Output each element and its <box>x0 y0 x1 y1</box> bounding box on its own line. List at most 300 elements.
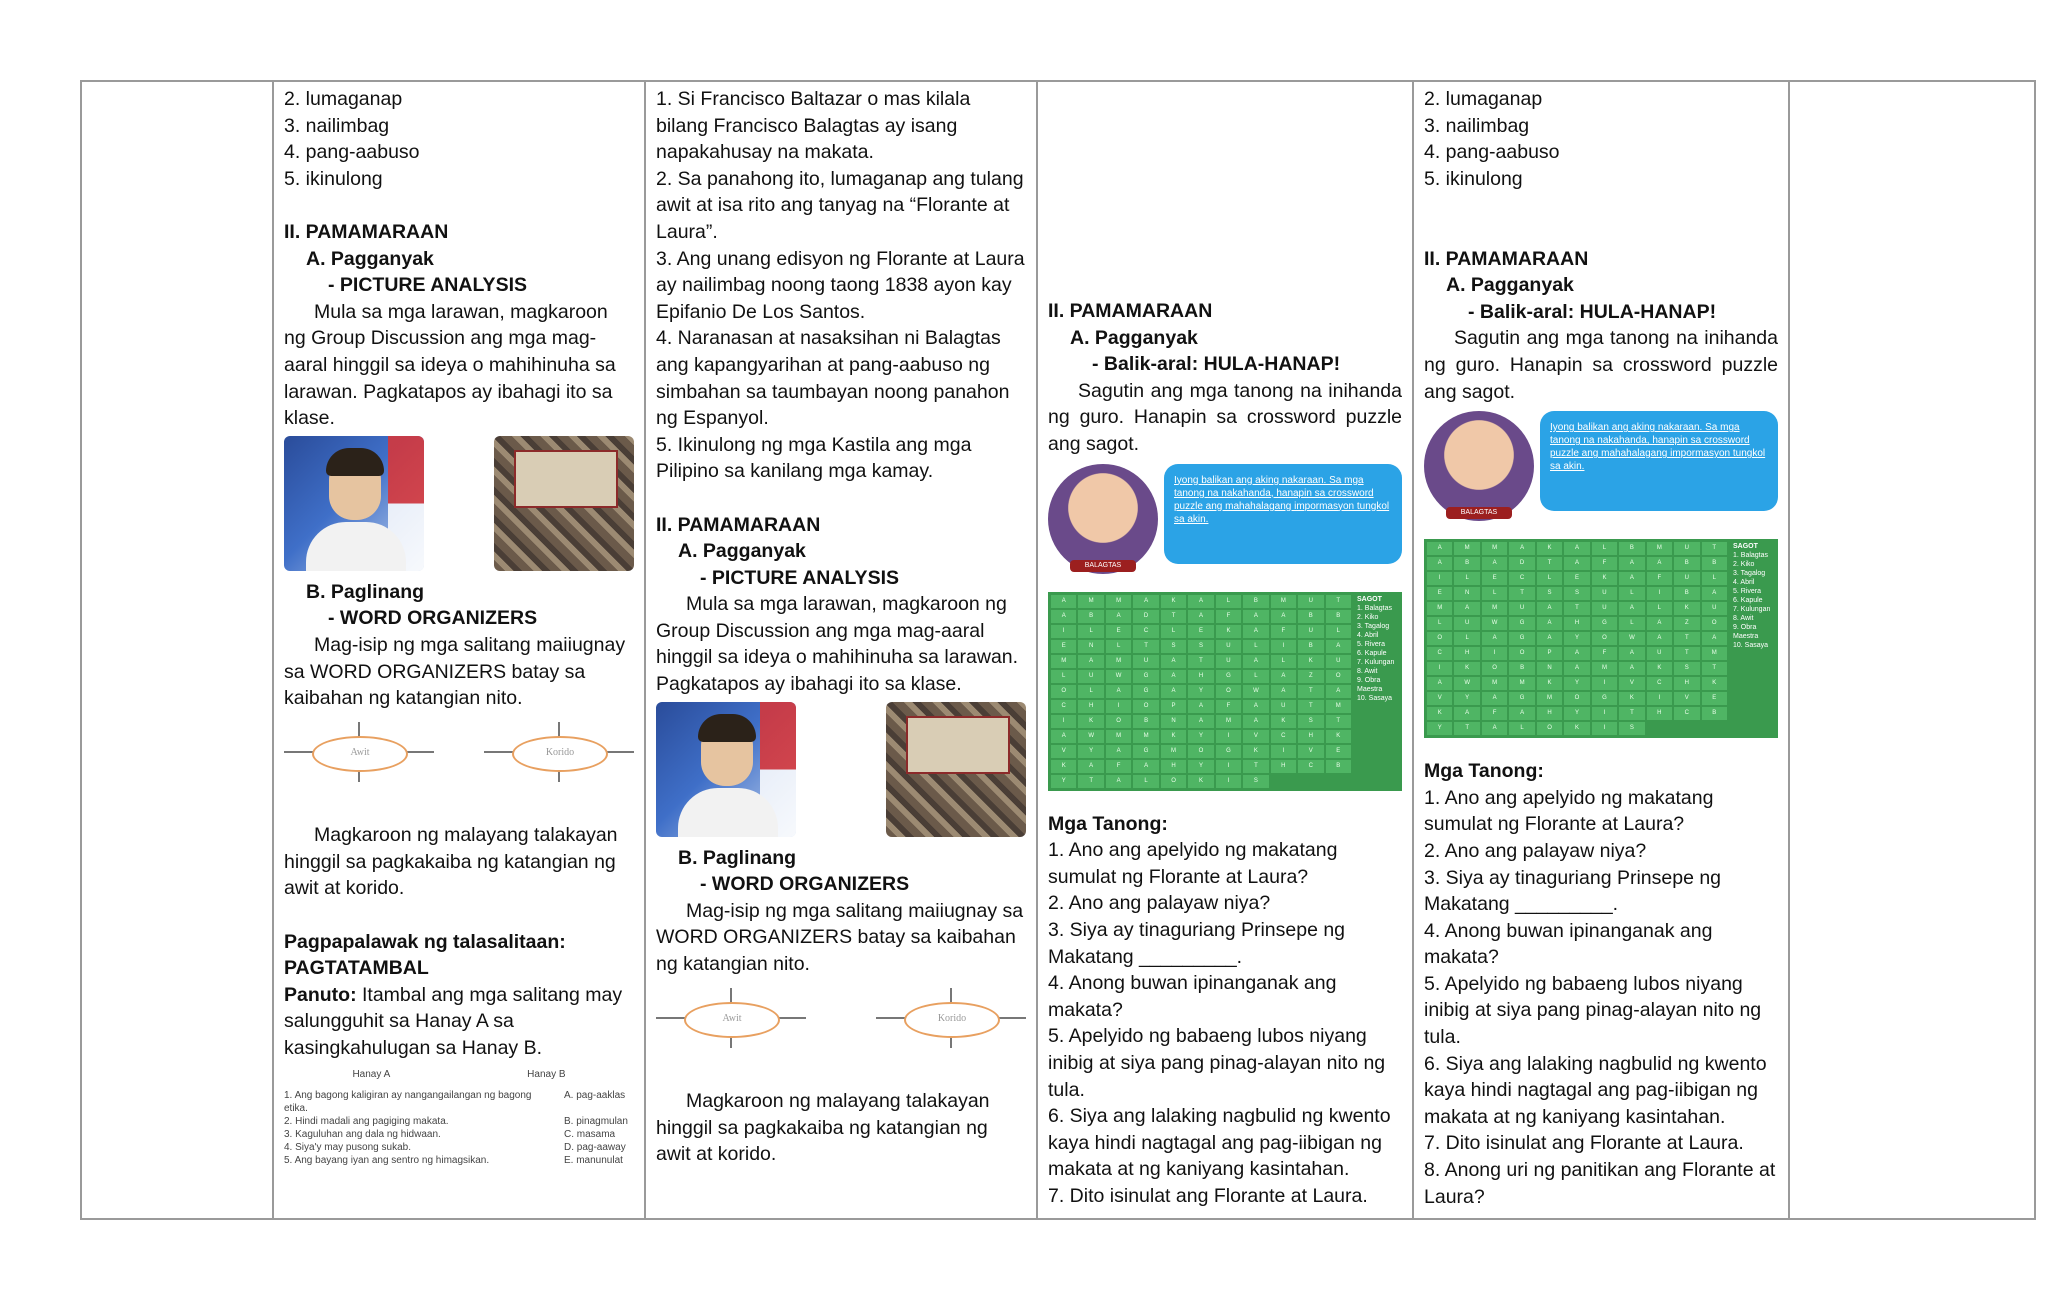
answer-line: 3. nailimbag <box>284 114 390 137</box>
crossword-cell: F <box>1647 572 1672 585</box>
crossword-cell: I <box>1271 745 1296 758</box>
korido-organizer: Korido <box>876 988 1026 1048</box>
answer-key-item: 5. Rivera <box>1357 640 1386 648</box>
crossword-cell: B <box>1133 715 1158 728</box>
crossword-cell: A <box>1619 647 1644 660</box>
crossword-cell: A <box>1188 715 1213 728</box>
crossword-cell: L <box>1427 617 1452 630</box>
crossword-cell: W <box>1243 685 1268 698</box>
crossword-cell: F <box>1216 700 1241 713</box>
crossword-cell: A <box>1271 610 1296 623</box>
crossword-cell: V <box>1298 745 1323 758</box>
crossword-cell: I <box>1427 662 1452 675</box>
crossword-cell: E <box>1482 572 1507 585</box>
crossword-cell: M <box>1161 745 1186 758</box>
crossword-cell: A <box>1509 542 1534 555</box>
crossword-cell: F <box>1592 557 1617 570</box>
crossword-cell: A <box>1051 730 1076 743</box>
crossword-cell: A <box>1702 632 1727 645</box>
crossword-cell: U <box>1592 602 1617 615</box>
answer-key-item: 2. Kiko <box>1357 613 1379 621</box>
crossword-cell: U <box>1216 640 1241 653</box>
question-item: 1. Ano ang apelyido ng makatang sumulat ng Florante at Laura? <box>1424 786 1714 836</box>
crossword-cell: B <box>1702 557 1727 570</box>
matching-row: 5. Ang bayang iyan ang sentro ng himagsikan. E. manunulat <box>284 1154 623 1166</box>
crossword-cell: L <box>1051 670 1076 683</box>
answer-key-item: 3. Tagalog <box>1357 622 1390 630</box>
crossword-cell: P <box>1537 647 1562 660</box>
crossword-cell: O <box>1216 685 1241 698</box>
question-item: 4. Anong buwan ipinanganak ang makata? <box>1424 919 1713 969</box>
crossword-cell: I <box>1106 700 1131 713</box>
crossword-cell: T <box>1537 557 1562 570</box>
crossword-cell: A <box>1188 700 1213 713</box>
crossword-cell: I <box>1592 707 1617 720</box>
crossword-cell: S <box>1674 662 1699 675</box>
crossword-cell: A <box>1051 595 1076 608</box>
crossword-cell: O <box>1509 647 1534 660</box>
crossword-cell: K <box>1702 677 1727 690</box>
column-empty-left <box>82 82 274 1218</box>
crossword-cell: V <box>1619 677 1644 690</box>
crossword-cell: K <box>1271 715 1296 728</box>
crossword-cell: A <box>1243 700 1268 713</box>
answer-line: 4. pang-aabuso <box>1424 141 1560 164</box>
answer-key-item: 9. Obra Maestra <box>1357 676 1383 693</box>
answer-key-item: 8. Awit <box>1357 667 1378 675</box>
crossword-cell: E <box>1326 745 1351 758</box>
crossword-cell: T <box>1243 760 1268 773</box>
activity-title: - Balik-aral: HULA-HANAP! <box>1092 353 1341 376</box>
crossword-cell: L <box>1454 572 1479 585</box>
fact-item: 2. Sa panahong ito, lumaganap ang tulang awit at isa rito ang tanyag na “Florante at Laura”. <box>656 167 1024 243</box>
crossword-cell: Y <box>1564 707 1589 720</box>
crossword-cell: A <box>1427 677 1452 690</box>
crossword-cell: O <box>1133 700 1158 713</box>
crossword-cell: A <box>1564 662 1589 675</box>
crossword-cell: A <box>1106 775 1131 788</box>
crossword-cell: S <box>1537 587 1562 600</box>
answer-key-item: 8. Awit <box>1733 615 1754 623</box>
instruction-paragraph: Mula sa mga larawan, magkaroon ng Group Discussion ang mga mag-aaral hinggil sa ideya o mahihinuha sa larawan. Pagkatapos ay ibahagi ito sa klase. <box>284 300 616 430</box>
crossword-cell: M <box>1326 700 1351 713</box>
crossword-cell: F <box>1482 707 1507 720</box>
crossword-cell: V <box>1674 692 1699 705</box>
crossword-cell: M <box>1592 662 1617 675</box>
crossword-cell: I <box>1216 730 1241 743</box>
answer-key-item: 10. Sasaya <box>1357 694 1393 702</box>
crossword-cell: U <box>1702 602 1727 615</box>
crossword-cell: W <box>1619 632 1644 645</box>
crossword-cell: A <box>1106 685 1131 698</box>
crossword-cell: K <box>1454 662 1479 675</box>
crossword-cell: I <box>1216 760 1241 773</box>
crossword-cell: K <box>1161 730 1186 743</box>
answer-line: 5. ikinulong <box>1424 167 1523 190</box>
crossword-cell: I <box>1051 625 1076 638</box>
crossword-cell: A <box>1188 610 1213 623</box>
crossword-cell: O <box>1326 670 1351 683</box>
crossword-cell: N <box>1537 662 1562 675</box>
crossword-cell: K <box>1188 775 1213 788</box>
crossword-cell: P <box>1161 700 1186 713</box>
crossword-cell: B <box>1243 595 1268 608</box>
crossword-cell: O <box>1188 745 1213 758</box>
crossword-cell: M <box>1482 602 1507 615</box>
crossword-cell: L <box>1702 572 1727 585</box>
crossword-cell: B <box>1298 610 1323 623</box>
crossword-cell: O <box>1537 722 1562 735</box>
question-item: 5. Apelyido ng babaeng lubos niyang inibig at siya pang pinag-alayan nito ng tula. <box>1424 972 1762 1049</box>
activity-title: - WORD ORGANIZERS <box>328 607 538 630</box>
answer-line: 4. pang-aabuso <box>284 141 420 164</box>
crossword-cell: I <box>1051 715 1076 728</box>
crossword-cell: C <box>1271 730 1296 743</box>
crossword-cell: S <box>1564 587 1589 600</box>
crossword-cell: H <box>1647 707 1672 720</box>
crossword-cell: A <box>1619 572 1644 585</box>
crossword-cell: A <box>1133 595 1158 608</box>
column-2 <box>274 82 646 1218</box>
crossword-cell: L <box>1078 685 1103 698</box>
crossword-cell: L <box>1216 595 1241 608</box>
crossword-cell: B <box>1326 760 1351 773</box>
crossword-cell: L <box>1326 625 1351 638</box>
crossword-cell: A <box>1326 685 1351 698</box>
crossword-cell: U <box>1216 655 1241 668</box>
crossword-cell: B <box>1674 557 1699 570</box>
question-item: 6. Siya ang lalaking nagbulid ng kwento kaya hindi nagtagal ang pag-iibigan ng makata at ng kaniyang kasintahan. <box>1424 1052 1767 1128</box>
crossword-cell: O <box>1051 685 1076 698</box>
activity-title: - Balik-aral: HULA-HANAP! <box>1468 300 1717 323</box>
crossword-cell: A <box>1619 557 1644 570</box>
instruction-paragraph: Sagutin ang mga tanong na inihanda ng guro. Hanapin sa crossword puzzle ang sagot. <box>1424 327 1778 403</box>
subsection-heading: A. Pagganyak <box>678 540 806 563</box>
balagtas-cartoon-image: BALAGTAS <box>1424 411 1534 521</box>
crossword-cell: A <box>1647 617 1672 630</box>
crossword-cell: T <box>1326 595 1351 608</box>
crossword-cell: Y <box>1427 722 1452 735</box>
crossword-cell: W <box>1078 730 1103 743</box>
crossword-cell: G <box>1133 670 1158 683</box>
crossword-cell: H <box>1271 760 1296 773</box>
fact-item: 3. Ang unang edisyon ng Florante at Laura ay nailimbag noong taong 1838 ayon kay Epifanio De Los Santos. <box>656 247 1025 323</box>
crossword-cell: U <box>1647 647 1672 660</box>
crossword-cell: C <box>1427 647 1452 660</box>
crossword-cell: K <box>1647 662 1672 675</box>
crossword-cell: B <box>1702 707 1727 720</box>
subsection-heading: B. Paglinang <box>678 846 797 869</box>
crossword-cell: G <box>1592 692 1617 705</box>
question-item: 1. Ano ang apelyido ng makatang sumulat ng Florante at Laura? <box>1048 839 1338 888</box>
discussion-paragraph: Magkaroon ng malayang talakayan hinggil sa pagkakaiba ng katangian ng awit at korido. <box>284 824 618 900</box>
crossword-cell: A <box>1509 707 1534 720</box>
crossword-cell: N <box>1078 640 1103 653</box>
crossword-cell: G <box>1216 670 1241 683</box>
fact-item: 1. Si Francisco Baltazar o mas kilala bilang Francisco Balagtas ay isang napakahusay na makata. <box>656 88 971 164</box>
protest-collage-image <box>494 436 634 571</box>
questions-heading: Mga Tanong: <box>1048 812 1168 835</box>
crossword-cell: A <box>1106 610 1131 623</box>
crossword-cell: L <box>1619 617 1644 630</box>
activity-title: - WORD ORGANIZERS <box>700 873 910 896</box>
column-empty-right <box>1790 82 2038 1218</box>
crossword-cell: A <box>1647 632 1672 645</box>
crossword-cell: A <box>1482 557 1507 570</box>
crossword-cell: A <box>1243 625 1268 638</box>
questions-heading: Mga Tanong: <box>1424 760 1544 783</box>
crossword-cell: A <box>1078 655 1103 668</box>
crossword-cell: C <box>1647 677 1672 690</box>
crossword-cell: L <box>1243 670 1268 683</box>
crossword-cell: D <box>1509 557 1534 570</box>
crossword-cell: A <box>1619 662 1644 675</box>
crossword-cell: M <box>1106 655 1131 668</box>
crossword-cell: T <box>1298 700 1323 713</box>
awit-organizer: Awit <box>284 722 434 782</box>
crossword-cell: B <box>1619 542 1644 555</box>
crossword-cell: M <box>1509 677 1534 690</box>
crossword-cell: K <box>1216 625 1241 638</box>
crossword-cell: A <box>1271 685 1296 698</box>
crossword-cell: F <box>1216 610 1241 623</box>
crossword-cell: I <box>1592 677 1617 690</box>
crossword-cell: H <box>1674 677 1699 690</box>
crossword-cell: L <box>1106 640 1131 653</box>
crossword-cell: L <box>1509 722 1534 735</box>
section-heading: II. PAMAMARAAN <box>284 220 449 243</box>
crossword-cell: L <box>1243 640 1268 653</box>
answer-key-item: 9. Obra Maestra <box>1733 624 1759 641</box>
awit-organizer: Awit <box>656 988 806 1048</box>
crossword-cell: F <box>1271 625 1296 638</box>
crossword-cell: A <box>1482 692 1507 705</box>
crossword-cell: T <box>1298 685 1323 698</box>
crossword-cell: K <box>1537 677 1562 690</box>
crossword-cell: U <box>1592 587 1617 600</box>
crossword-cell: K <box>1592 572 1617 585</box>
crossword-cell: G <box>1592 617 1617 630</box>
crossword-cell: A <box>1564 542 1589 555</box>
crossword-grid <box>1424 539 1730 738</box>
answer-line: 5. ikinulong <box>284 167 383 190</box>
crossword-cell: M <box>1482 542 1507 555</box>
crossword-cell: T <box>1133 640 1158 653</box>
crossword-cell: Y <box>1454 692 1479 705</box>
section-heading: II. PAMAMARAAN <box>656 513 821 536</box>
crossword-cell: N <box>1161 715 1186 728</box>
crossword-cell: A <box>1243 715 1268 728</box>
balagtas-portrait-image <box>656 702 796 837</box>
crossword-activity-image <box>1424 411 1778 738</box>
subsection-heading: A. Pagganyak <box>1070 326 1198 349</box>
crossword-cell: A <box>1243 610 1268 623</box>
crossword-cell: M <box>1216 715 1241 728</box>
crossword-cell: G <box>1216 745 1241 758</box>
balagtas-portrait-image <box>284 436 424 571</box>
crossword-cell: A <box>1647 557 1672 570</box>
crossword-cell: V <box>1427 692 1452 705</box>
picture-pair <box>656 702 1026 837</box>
question-item: 4. Anong buwan ipinanganak ang makata? <box>1048 972 1337 1021</box>
crossword-cell: K <box>1243 745 1268 758</box>
crossword-cell: L <box>1454 632 1479 645</box>
crossword-cell: K <box>1564 722 1589 735</box>
crossword-cell: Y <box>1188 730 1213 743</box>
crossword-cell: L <box>1592 542 1617 555</box>
crossword-cell: T <box>1702 542 1727 555</box>
crossword-activity-image <box>1048 464 1402 791</box>
matching-row: 2. Hindi madali ang pagiging makata. B. pinagmulan <box>284 1115 628 1127</box>
crossword-cell: M <box>1106 730 1131 743</box>
answer-key: SAGOT 1. Balagtas 2. Kiko 3. Tagalog 4. Abril 5. Rivera 6. Kapule 7. Kulungan 8. Awit 9. Obra Maestra 10. Sasaya <box>1354 592 1402 791</box>
crossword-cell: A <box>1482 632 1507 645</box>
crossword-cell: A <box>1564 557 1589 570</box>
crossword-cell: E <box>1188 625 1213 638</box>
crossword-cell: A <box>1161 685 1186 698</box>
activity-title: - PICTURE ANALYSIS <box>328 274 527 297</box>
subsection-heading: B. Paglinang <box>306 580 425 603</box>
crossword-cell: B <box>1078 610 1103 623</box>
crossword-cell: S <box>1619 722 1644 735</box>
crossword-cell: A <box>1133 760 1158 773</box>
answer-key-item: 2. Kiko <box>1733 561 1755 569</box>
vocab-subheading: PAGTATAMBAL <box>284 957 429 980</box>
crossword-cell: M <box>1133 730 1158 743</box>
crossword-cell: N <box>1454 587 1479 600</box>
crossword-cell: G <box>1509 632 1534 645</box>
question-item: 8. Anong uri ng panitikan ang Florante at Laura? <box>1424 1159 1776 1208</box>
instruction-paragraph: Mag-isip ng mga salitang maiiugnay sa WORD ORGANIZERS batay sa kaibahan ng katangian nito. <box>284 633 626 710</box>
crossword-cell: A <box>1537 632 1562 645</box>
crossword-cell: S <box>1188 640 1213 653</box>
answer-key-item: 6. Kapule <box>1733 597 1763 605</box>
answer-key-item: 4. Abril <box>1357 631 1379 639</box>
crossword-cell: Y <box>1188 685 1213 698</box>
crossword-cell: O <box>1427 632 1452 645</box>
crossword-cell: M <box>1537 692 1562 705</box>
crossword-cell: O <box>1482 662 1507 675</box>
answer-key-item: 4. Abril <box>1733 579 1755 587</box>
crossword-cell: B <box>1509 662 1534 675</box>
crossword-cell: V <box>1243 730 1268 743</box>
crossword-cell: L <box>1133 775 1158 788</box>
crossword-cell: T <box>1078 775 1103 788</box>
crossword-cell: S <box>1161 640 1186 653</box>
crossword-cell: Y <box>1078 745 1103 758</box>
speech-bubble: Iyong balikan ang aking nakaraan. Sa mga tanong na nakahanda, hanapin sa crossword puzzle ang mahahalagang impormasyon tungkol sa akin. <box>1540 411 1778 511</box>
answer-key-item: 3. Tagalog <box>1733 570 1766 578</box>
crossword-cell: M <box>1427 602 1452 615</box>
picture-pair <box>284 436 634 571</box>
crossword-cell: L <box>1647 602 1672 615</box>
crossword-cell: S <box>1298 715 1323 728</box>
crossword-cell: I <box>1427 572 1452 585</box>
crossword-cell: U <box>1674 572 1699 585</box>
crossword-cell: O <box>1106 715 1131 728</box>
crossword-cell: A <box>1619 602 1644 615</box>
lesson-plan-table <box>80 80 2036 1220</box>
crossword-cell: H <box>1537 707 1562 720</box>
subsection-heading: A. Pagganyak <box>306 247 434 270</box>
crossword-cell: M <box>1078 595 1103 608</box>
crossword-cell: C <box>1051 700 1076 713</box>
crossword-cell: T <box>1619 707 1644 720</box>
korido-organizer: Korido <box>484 722 634 782</box>
crossword-cell: U <box>1298 625 1323 638</box>
crossword-cell: F <box>1106 760 1131 773</box>
answer-line: 2. lumaganap <box>284 88 403 110</box>
column-5 <box>1414 82 1790 1218</box>
crossword-cell: U <box>1271 700 1296 713</box>
matching-row: 3. Kaguluhan ang dala ng hidwaan. C. masama <box>284 1128 616 1140</box>
crossword-cell: K <box>1078 715 1103 728</box>
crossword-cell: T <box>1702 662 1727 675</box>
crossword-cell: E <box>1051 640 1076 653</box>
crossword-cell: O <box>1564 692 1589 705</box>
crossword-cell: M <box>1702 647 1727 660</box>
question-item: 2. Ano ang palayaw niya? <box>1048 892 1271 915</box>
crossword-cell: H <box>1078 700 1103 713</box>
crossword-cell: H <box>1454 647 1479 660</box>
crossword-cell: B <box>1326 610 1351 623</box>
question-item: 7. Dito isinulat ang Florante at Laura. <box>1424 1132 1744 1155</box>
crossword-cell: L <box>1078 625 1103 638</box>
crossword-cell: H <box>1298 730 1323 743</box>
answer-key-item: 1. Balagtas <box>1357 604 1393 612</box>
crossword-cell: K <box>1298 655 1323 668</box>
crossword-cell: A <box>1161 655 1186 668</box>
crossword-cell: M <box>1647 542 1672 555</box>
crossword-cell: B <box>1298 640 1323 653</box>
crossword-cell: A <box>1106 745 1131 758</box>
crossword-cell: V <box>1051 745 1076 758</box>
crossword-cell: A <box>1427 557 1452 570</box>
crossword-cell: L <box>1161 625 1186 638</box>
matching-row: 1. Ang bagong kaligiran ay nangangailangan ng bagong etika. A. pag-aaklas <box>284 1089 626 1114</box>
crossword-cell: W <box>1454 677 1479 690</box>
crossword-cell: E <box>1427 587 1452 600</box>
section-heading: II. PAMAMARAAN <box>1048 300 1213 322</box>
section-heading: II. PAMAMARAAN <box>1424 247 1589 270</box>
answer-key-item: 7. Kulungan <box>1733 606 1771 614</box>
instruction-paragraph: Sagutin ang mga tanong na inihanda ng guro. Hanapin sa crossword puzzle ang sagot. <box>1048 379 1402 455</box>
crossword-cell: U <box>1509 602 1534 615</box>
crossword-cell: K <box>1051 760 1076 773</box>
crossword-cell: L <box>1619 587 1644 600</box>
crossword-cell: A <box>1537 602 1562 615</box>
question-item: 5. Apelyido ng babaeng lubos niyang inibig at siya pang pinag-alayan nito ng tula. <box>1048 1025 1386 1101</box>
vocab-heading: Pagpapalawak ng talasalitaan: <box>284 930 566 953</box>
crossword-cell: M <box>1454 542 1479 555</box>
crossword-cell: K <box>1161 595 1186 608</box>
matching-row: 4. Siya'y may pusong sukab. D. pag-aaway <box>284 1141 626 1153</box>
crossword-cell: A <box>1161 670 1186 683</box>
column-4 <box>1038 82 1414 1218</box>
instruction-paragraph: Mag-isip ng mga salitang maiiugnay sa WORD ORGANIZERS batay sa kaibahan ng katangian nito. <box>656 899 1024 976</box>
crossword-cell: I <box>1482 647 1507 660</box>
fact-item: 5. Ikinulong ng mga Kastila ang mga Pilipino sa kanilang mga kamay. <box>656 433 972 483</box>
crossword-cell: K <box>1326 730 1351 743</box>
crossword-cell: Y <box>1564 632 1589 645</box>
answer-key-item: 6. Kapule <box>1357 649 1387 657</box>
crossword-cell: A <box>1427 542 1452 555</box>
crossword-cell: H <box>1188 670 1213 683</box>
crossword-cell: A <box>1482 722 1507 735</box>
panuto-paragraph: Panuto: Itambal ang mga salitang may salungguhit sa Hanay A sa kasingkahulugan sa Hanay B. <box>284 983 623 1060</box>
crossword-cell: U <box>1078 670 1103 683</box>
crossword-cell: T <box>1564 602 1589 615</box>
